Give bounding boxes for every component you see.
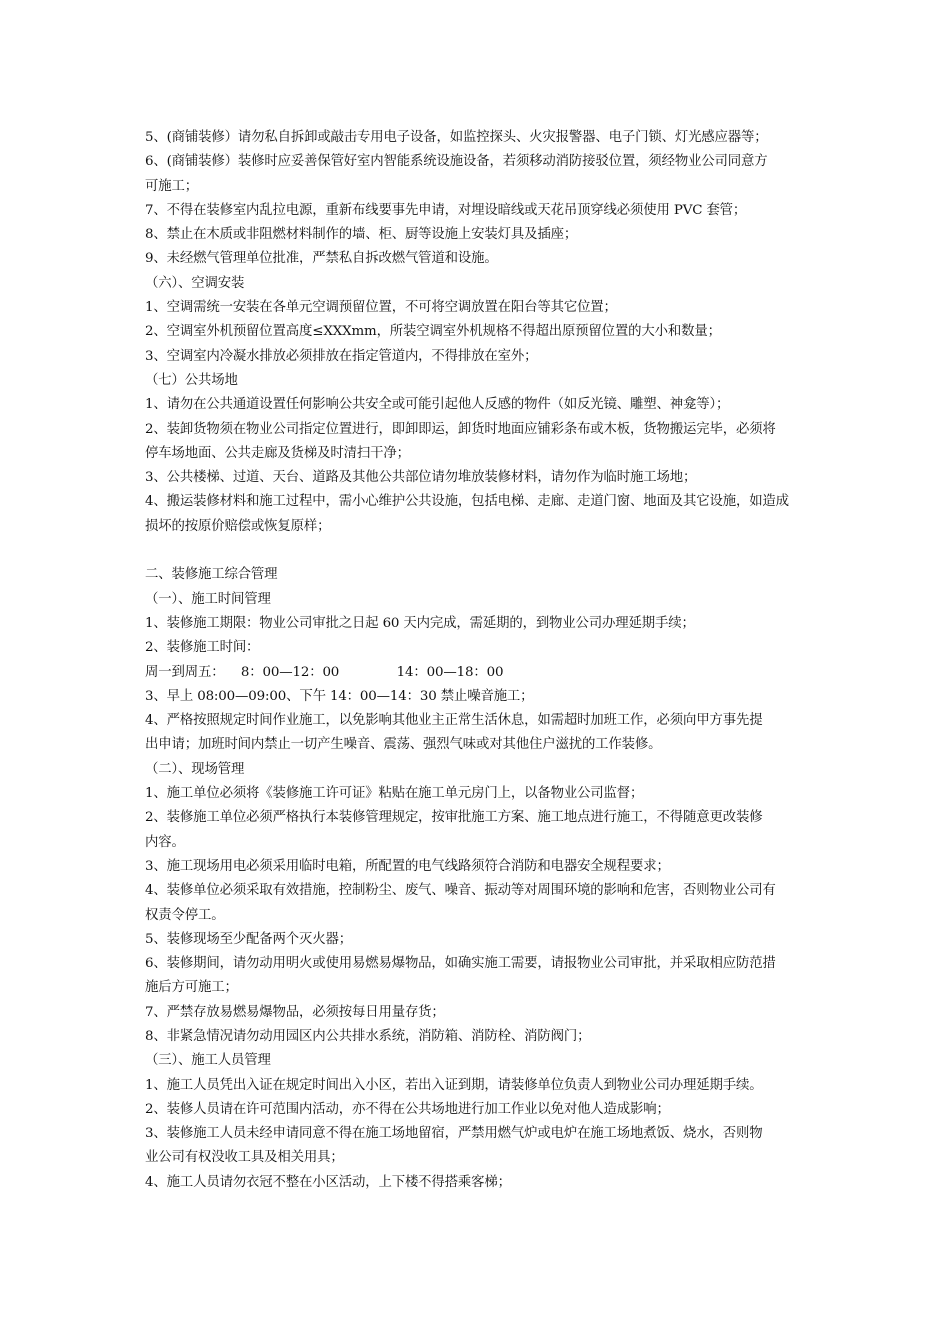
text-line: 3、装修施工人员未经申请同意不得在施工场地留宿，严禁用燃气炉或电炉在施工场地煮饭、烧水，否则物 <box>145 1126 763 1142</box>
text-line: 1、施工单位必须将《装修施工许可证》粘贴在施工单元房门上，以备物业公司监督； <box>145 786 644 802</box>
document-body <box>145 126 810 1195</box>
text-line: 5、装修现场至少配备两个灭火器； <box>145 931 352 947</box>
text-line: 出申请；加班时间内禁止一切产生噪音、震荡、强烈气味或对其他住户滋扰的工作装修。 <box>145 737 662 753</box>
text-line: 4、严格按照规定时间作业施工，以免影响其他业主正常生活休息，如需超时加班工作，必须向甲方事先提 <box>145 713 763 729</box>
text-line: 1、施工人员凭出入证在规定时间出入小区，若出入证到期，请装修单位负责人到物业公司办理延期手续。 <box>145 1077 763 1093</box>
text-line: 2、装修施工单位必须严格执行本装修管理规定，按审批施工方案、施工地点进行施工，不得随意更改装修 <box>145 810 763 826</box>
text-line: 7、严禁存放易燃易爆物品，必须按每日用量存货； <box>145 1004 445 1020</box>
text-line: 4、搬运装修材料和施工过程中，需小心维护公共设施，包括电梯、走廊、走道门窗、地面及其它设施，如造成 <box>145 494 789 510</box>
text-line: 可施工； <box>145 178 198 194</box>
text-line: 6、(商铺装修）装修时应妥善保管好室内智能系统设施设备，若须移动消防接驳位置，须经物业公司同意方 <box>145 154 768 170</box>
text-line: 施后方可施工； <box>145 980 238 996</box>
text-line: 8、禁止在木质或非阻燃材料制作的墙、柜、厨等设施上安装灯具及插座； <box>145 227 578 243</box>
section-heading: （六）、空调安装 <box>145 275 245 291</box>
text-line: 2、装修人员请在许可范围内活动，亦不得在公共场地进行加工作业以免对他人造成影响； <box>145 1101 670 1117</box>
text-line: 3、空调室内冷凝水排放必须排放在指定管道内，不得排放在室外； <box>145 348 538 364</box>
section-heading: （三）、施工人员管理 <box>145 1053 271 1069</box>
text-line: 7、不得在装修室内乱拉电源，重新布线要事先申请，对埋设暗线或天花吊顶穿线必须使用 PVC 套管； <box>145 202 747 218</box>
text-line: 权责令停工。 <box>145 907 225 923</box>
blank-line <box>145 539 810 563</box>
text-line: 内容。 <box>145 834 185 850</box>
text-line: 1、请勿在公共通道设置任何影响公共安全或可能引起他人反感的物件（如反光镜、雕塑、神龛等）； <box>145 397 730 413</box>
section-heading: （一）、施工时间管理 <box>145 591 271 607</box>
text-line: 1、装修施工期限：物业公司审批之日起 60 天内完成，需延期的，到物业公司办理延期手续； <box>145 615 695 631</box>
text-line: 4、施工人员请勿衣冠不整在小区活动，上下楼不得搭乘客梯； <box>145 1174 511 1190</box>
text-line: 5、(商铺装修）请勿私自拆卸或敲击专用电子设备，如监控探头、火灾报警器、电子门锁、灯光感应器等； <box>145 130 768 145</box>
text-line: 9、未经燃气管理单位批准，严禁私自拆改燃气管道和设施。 <box>145 251 498 267</box>
schedule-line: 周一到周五： 8：00—12：00 14：00—18：00 <box>145 664 504 680</box>
text-line: 2、装卸货物须在物业公司指定位置进行，即卸即运，卸货时地面应铺彩条布或木板，货物搬运完毕，必须将 <box>145 421 776 437</box>
text-line: 3、公共楼梯、过道、天台、道路及其他公共部位请勿堆放装修材料，请勿作为临时施工场地； <box>145 470 697 486</box>
text-line: 4、装修单位必须采取有效措施，控制粉尘、废气、噪音、振动等对周围环境的影响和危害，否则物业公司有 <box>145 883 776 899</box>
text-line: 1、空调需统一安装在各单元空调预留位置，不可将空调放置在阳台等其它位置； <box>145 300 617 316</box>
text-line: 8、非紧急情况请勿动用园区内公共排水系统，消防箱、消防栓、消防阀门； <box>145 1028 591 1044</box>
section-heading: （七）公共场地 <box>145 372 238 388</box>
section-heading: （二）、现场管理 <box>145 761 245 777</box>
text-line: 停车场地面、公共走廊及货梯及时清扫干净； <box>145 445 410 461</box>
chapter-heading: 二、装修施工综合管理 <box>145 567 278 583</box>
text-line: 业公司有权没收工具及相关用具； <box>145 1150 344 1166</box>
text-line: 2、装修施工时间： <box>145 640 260 656</box>
text-line: 2、空调室外机预留位置高度≤XXXmm，所装空调室外机规格不得超出原预留位置的大小和数量； <box>145 324 721 340</box>
text-line: 6、装修期间，请勿动用明火或使用易燃易爆物品，如确实施工需要，请报物业公司审批，并采取相应防范措 <box>145 956 776 972</box>
text-line: 损坏的按原价赔偿或恢复原样； <box>145 518 331 534</box>
text-line: 3、早上 08:00—09:00、下午 14：00—14：30 禁止噪音施工； <box>145 688 534 704</box>
text-line: 3、施工现场用电必须采用临时电箱，所配置的电气线路须符合消防和电器安全规程要求； <box>145 858 670 874</box>
